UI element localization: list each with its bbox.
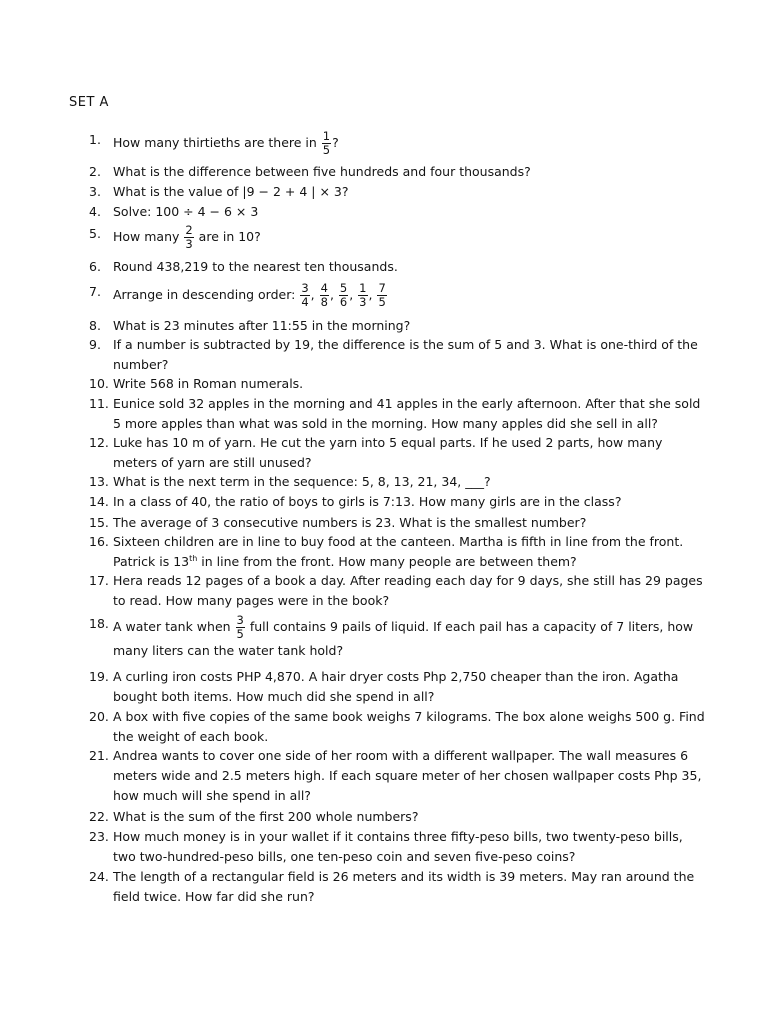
question-item (89, 130, 709, 157)
question-item (89, 746, 709, 806)
question-text: A water tank when $\frac{3}{5}$ full contains 9 pails of liquid. If each pail has a capacity of 7 liters, how many liters can the water tank hold? (113, 613, 694, 658)
question-item (89, 394, 709, 434)
question-item (89, 374, 709, 394)
question-text: In a class of 40, the ratio of boys to girls is 7:13. How many girls are in the class? (113, 494, 622, 509)
question-number: 3. (89, 184, 101, 199)
fraction (377, 282, 386, 309)
question-text: What is the next term in the sequence: 5, 8, 13, 21, 34, ___? (113, 474, 491, 489)
question-item (89, 472, 709, 492)
fraction-numerator: 1 (322, 129, 331, 143)
question-number: 23. (89, 829, 109, 844)
question-number: 19. (89, 669, 109, 684)
question-number: 22. (89, 809, 109, 824)
fraction-denominator: 3 (359, 295, 367, 309)
fraction (358, 282, 367, 309)
question-item (89, 182, 709, 202)
question-number: 20. (89, 709, 109, 724)
fraction-numerator: 3 (236, 613, 244, 627)
question-number: 24. (89, 869, 109, 884)
question-item (89, 513, 709, 533)
question-item (89, 433, 709, 473)
question-item (89, 224, 709, 251)
question-item (89, 867, 709, 907)
question-item (89, 532, 709, 572)
question-number: 16. (89, 534, 109, 549)
fraction (339, 282, 348, 309)
question-item (89, 202, 709, 222)
question-text: What is the value of |9 − 2 + 4 | × 3? (113, 184, 349, 199)
question-number: 13. (89, 474, 109, 489)
question-number: 11. (89, 396, 109, 411)
question-number: 21. (89, 748, 109, 763)
set-title: SET A (69, 95, 109, 110)
question-item (89, 335, 709, 375)
fraction-numerator: 1 (359, 281, 367, 295)
question-item (89, 282, 709, 309)
question-text: Andrea wants to cover one side of her room with a different wallpaper. The wall measures 6 meters wide and 2.5 meters high. If each square meter of her chosen wallpaper costs Php 35, how much will she spend in all? (113, 748, 702, 803)
question-text: A curling iron costs PHP 4,870. A hair dryer costs Php 2,750 cheaper than the iron. Agatha bought both items. How much did she spend in all? (113, 669, 679, 704)
question-number: 9. (89, 337, 101, 352)
question-item (89, 571, 709, 611)
question-text: The length of a rectangular field is 26 meters and its width is 39 meters. May ran around the field twice. How far did she run? (113, 869, 695, 904)
fraction-denominator: 6 (339, 295, 348, 309)
fraction-numerator: 5 (339, 281, 348, 295)
fraction-denominator: 5 (322, 143, 331, 157)
question-item (89, 827, 709, 867)
fraction (184, 224, 193, 251)
question-number: 2. (89, 164, 101, 179)
ordinal-suffix: th (189, 553, 198, 563)
question-text: Hera reads 12 pages of a book a day. After reading each day for 9 days, she still has 29 pages to read. How many pages were in the book? (113, 573, 703, 608)
fraction (322, 130, 331, 157)
question-number: 14. (89, 494, 109, 509)
question-number: 7. (89, 284, 101, 299)
question-number: 17. (89, 573, 109, 588)
fraction-denominator: 5 (378, 295, 386, 309)
question-text: How many $\frac{2}{3}$ are in 10? (113, 223, 261, 251)
question-item (89, 316, 709, 336)
question-number: 12. (89, 435, 109, 450)
question-text: Eunice sold 32 apples in the morning and 41 apples in the early afternoon. After that she sold 5 more apples than what was sold in the morning. How many apples did she sell in all? (113, 396, 701, 431)
fraction-denominator: 3 (185, 237, 193, 251)
fraction-denominator: 8 (320, 295, 328, 309)
fraction-denominator: 5 (236, 627, 244, 641)
question-item (89, 807, 709, 827)
question-item (89, 257, 709, 277)
question-number: 5. (89, 226, 101, 241)
question-number: 8. (89, 318, 101, 333)
question-item (89, 492, 709, 512)
fraction-numerator: 4 (320, 281, 328, 295)
question-text: If a number is subtracted by 19, the difference is the sum of 5 and 3. What is one-third of the number? (113, 337, 698, 372)
question-text: Round 438,219 to the nearest ten thousands. (113, 259, 398, 274)
question-number: 15. (89, 515, 109, 530)
question-number: 1. (89, 132, 101, 147)
question-item (89, 707, 709, 747)
fraction-numerator: 2 (185, 223, 193, 237)
question-item (89, 162, 709, 182)
fraction-denominator: 4 (301, 295, 309, 309)
fraction (300, 282, 309, 309)
question-text: The average of 3 consecutive numbers is 23. What is the smallest number? (113, 515, 587, 530)
question-number: 6. (89, 259, 101, 274)
question-text: What is the sum of the first 200 whole numbers? (113, 809, 419, 824)
question-number: 10. (89, 376, 109, 391)
question-text: A box with five copies of the same book weighs 7 kilograms. The box alone weighs 500 g. Find the weight of each book. (113, 709, 705, 744)
question-number: 18. (89, 616, 109, 631)
question-text: How much money is in your wallet if it contains three fifty-peso bills, two twenty-peso bills, two two-hundred-peso bills, one ten-peso coin and seven five-peso coins? (113, 829, 683, 864)
question-number: 4. (89, 204, 101, 219)
question-item (89, 614, 709, 661)
question-text: How many thirtieths are there in $\frac{1}{5}$ ? (113, 129, 339, 157)
question-item (89, 667, 709, 707)
question-text: Write 568 in Roman numerals. (113, 376, 304, 391)
fraction-numerator: 7 (378, 281, 386, 295)
question-text: Arrange in descending order: $\frac{3}{4}$ , $\frac{4}{8}$ , $\frac{5}{6}$ , $\frac{1}{3}$ , $\frac{7}{5}$ (113, 281, 386, 309)
question-text: What is the difference between five hundreds and four thousands? (113, 164, 531, 179)
question-text: Solve: 100 ÷ 4 − 6 × 3 (113, 204, 259, 219)
question-text: What is 23 minutes after 11:55 in the morning? (113, 318, 411, 333)
fraction-numerator: 3 (301, 281, 309, 295)
fraction (236, 614, 245, 641)
question-text: Sixteen children are in line to buy food at the canteen. Martha is fifth in line from the front. Patrick is 13th in line from the front. How many people are between them? (113, 534, 684, 569)
fraction (320, 282, 329, 309)
question-text: Luke has 10 m of yarn. He cut the yarn into 5 equal parts. If he used 2 parts, how many meters of yarn are still unused? (113, 435, 663, 470)
